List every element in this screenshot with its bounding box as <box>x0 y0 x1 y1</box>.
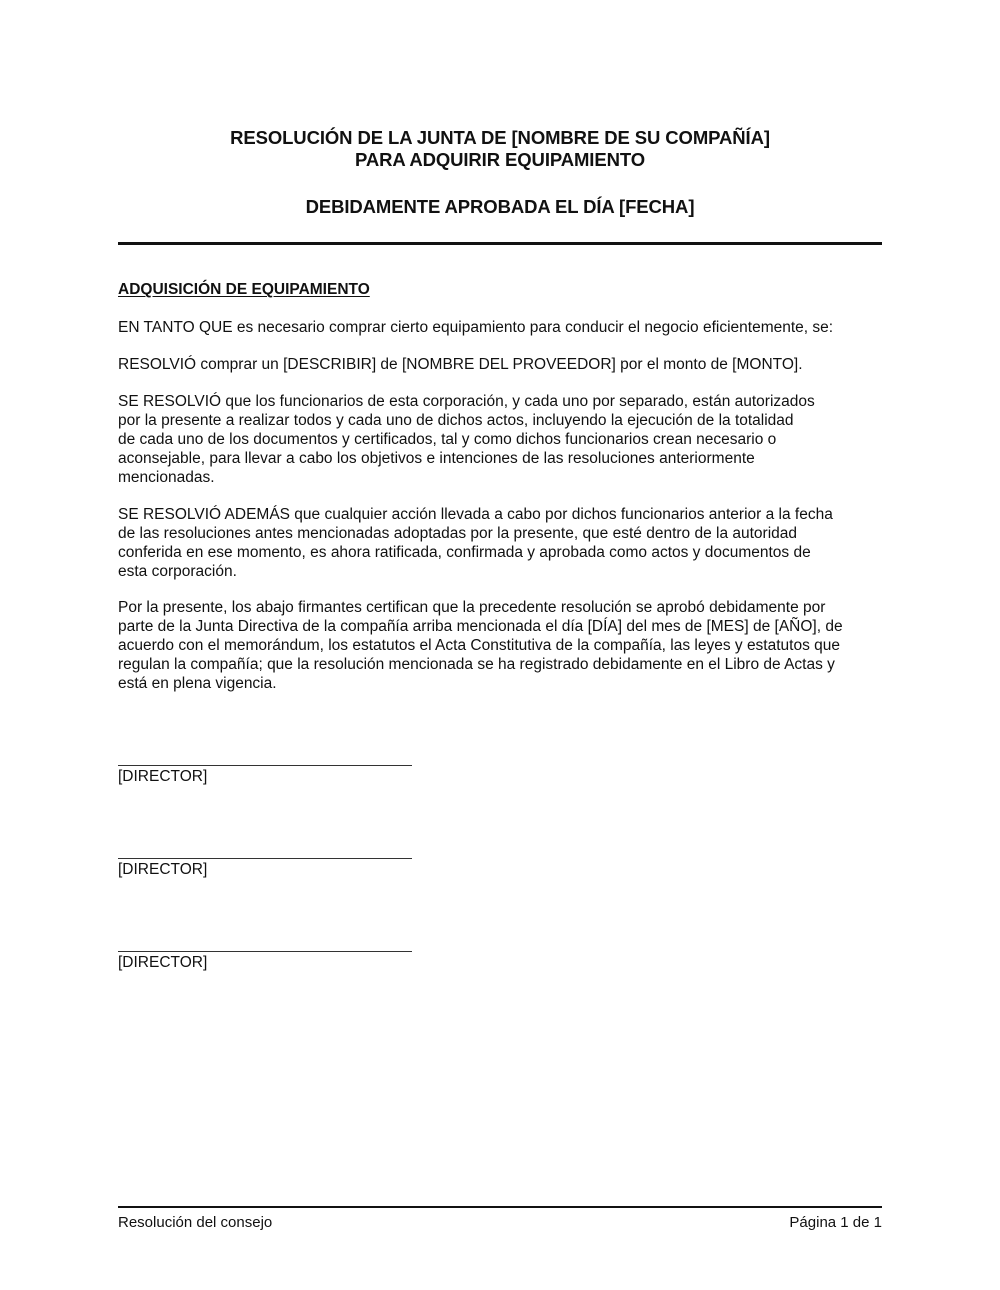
footer-document-name: Resolución del consejo <box>118 1214 273 1231</box>
paragraph-whereas <box>118 318 888 337</box>
paragraph-line: parte de la Junta Directiva de la compañía arriba mencionada el día [DÍA] del mes de [MES] de [AÑO], de <box>118 618 843 635</box>
paragraph-line: acuerdo con el memorándum, los estatutos el Acta Constitutiva de la compañía, las leyes y estatutos que <box>118 637 841 654</box>
paragraph-certification <box>118 598 888 693</box>
document-title-line-1: RESOLUCIÓN DE LA JUNTA DE [NOMBRE DE SU COMPAÑÍA] <box>230 127 770 148</box>
paragraph-line: está en plena vigencia. <box>118 675 277 692</box>
paragraph-line: regulan la compañía; que la resolución mencionada se ha registrado debidamente en el Libro de Actas y <box>118 656 835 673</box>
document-subtitle: DEBIDAMENTE APROBADA EL DÍA [FECHA] <box>305 196 695 217</box>
signature-label: [DIRECTOR] <box>118 954 208 971</box>
paragraph-resolved-officers <box>118 392 888 487</box>
paragraph-line: conferida en ese momento, es ahora ratificada, confirmada y aprobada como actos y documentos de <box>118 544 811 561</box>
signature-line <box>118 951 412 952</box>
paragraph-line: SE RESOLVIÓ que los funcionarios de esta corporación, y cada uno por separado, están autorizados <box>118 393 815 410</box>
signature-line <box>118 858 412 859</box>
paragraph-line: EN TANTO QUE es necesario comprar cierto equipamiento para conducir el negocio eficientemente, se: <box>118 319 834 336</box>
footer-divider <box>118 1206 882 1208</box>
paragraph-line: mencionadas. <box>118 469 215 486</box>
paragraph-line: de las resoluciones antes mencionadas adoptadas por la presente, que esté dentro de la autoridad <box>118 525 798 542</box>
paragraph-resolved-purchase <box>118 355 888 374</box>
paragraph-line: esta corporación. <box>118 563 237 580</box>
footer-page-number: Página 1 de 1 <box>789 1214 882 1231</box>
paragraph-line: RESOLVIÓ comprar un [DESCRIBIR] de [NOMBRE DEL PROVEEDOR] por el monto de [MONTO]. <box>118 356 803 373</box>
signature-line <box>118 765 412 766</box>
paragraph-resolved-further <box>118 505 888 581</box>
signature-label: [DIRECTOR] <box>118 861 208 878</box>
section-heading: ADQUISICIÓN DE EQUIPAMIENTO <box>118 281 370 298</box>
paragraph-line: por la presente a realizar todos y cada uno de dichos actos, incluyendo la ejecución de la totalidad <box>118 412 794 429</box>
paragraph-line: SE RESOLVIÓ ADEMÁS que cualquier acción llevada a cabo por dichos funcionarios anterior a la fecha <box>118 506 833 523</box>
title-divider <box>118 242 882 245</box>
document-title-line-2: PARA ADQUIRIR EQUIPAMIENTO <box>355 149 645 170</box>
paragraph-line: de cada uno de los documentos y certificados, tal y como dichos funcionarios crean necesario o <box>118 431 777 448</box>
paragraph-line: aconsejable, para llevar a cabo los objetivos e intenciones de las resoluciones anteriormente <box>118 450 755 467</box>
signature-label: [DIRECTOR] <box>118 768 208 785</box>
paragraph-line: Por la presente, los abajo firmantes certifican que la precedente resolución se aprobó debidamente por <box>118 599 826 616</box>
